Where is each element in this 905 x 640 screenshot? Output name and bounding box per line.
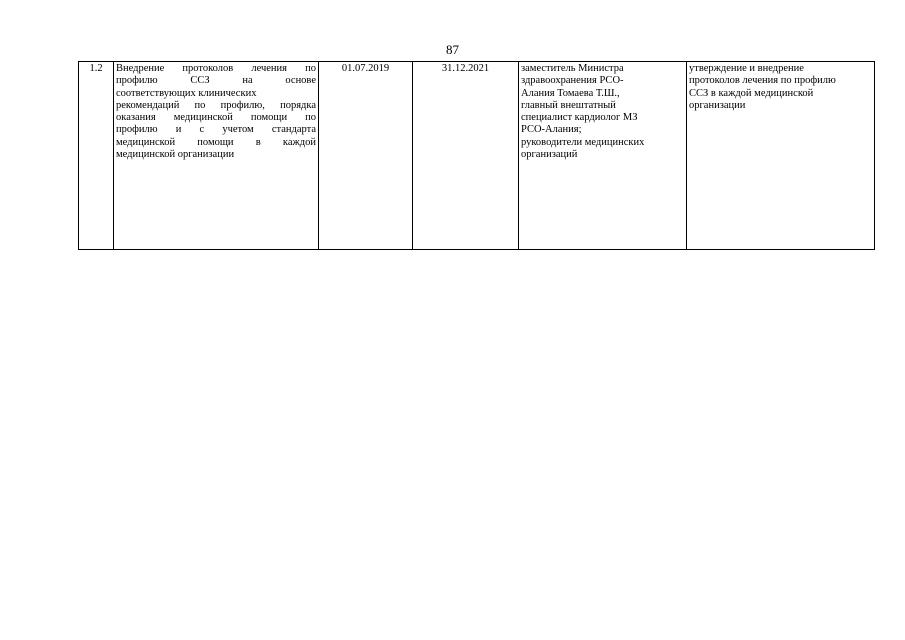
responsible-line: главный внештатный (521, 99, 616, 111)
result-cell (687, 62, 875, 250)
plan-table (78, 61, 875, 250)
measure-cell (114, 62, 319, 250)
responsible-line: РСО-Алания; (521, 124, 582, 136)
responsible-line: здравоохранения РСО- (521, 75, 624, 87)
table-row (79, 62, 875, 250)
end-date-cell: 31.12.2021 (413, 62, 519, 250)
measure-line: медицинской помощи в каждой (116, 136, 316, 148)
responsible-line: заместитель Министра (521, 63, 624, 74)
responsible-cell (519, 62, 687, 250)
measure-line: соответствующих клинических (116, 87, 257, 99)
measure-line: рекомендаций по профилю, порядка (116, 99, 316, 111)
responsible-line: специалист кардиолог МЗ (521, 112, 638, 124)
result-line: ССЗ в каждой медицинской (689, 87, 814, 99)
responsible-line: Алания Томаева Т.Ш., (521, 87, 620, 99)
row-number-cell: 1.2 (79, 62, 114, 250)
result-line: протоколов лечения по профилю (689, 75, 836, 87)
page-number: 87 (446, 42, 459, 57)
measure-line: медицинской организации (116, 149, 235, 161)
measure-line: профилю и с учетом стандарта (116, 124, 316, 136)
measure-line: оказания медицинской помощи по (116, 112, 316, 124)
measure-line: Внедрение протоколов лечения по (116, 63, 316, 74)
measure-line: профилю ССЗ на основе (116, 75, 316, 87)
responsible-line: организаций (521, 149, 578, 161)
start-date-cell: 01.07.2019 (319, 62, 413, 250)
responsible-line: руководители медицинских (521, 136, 645, 148)
result-line: организации (689, 99, 746, 111)
result-line: утверждение и внедрение (689, 63, 804, 74)
